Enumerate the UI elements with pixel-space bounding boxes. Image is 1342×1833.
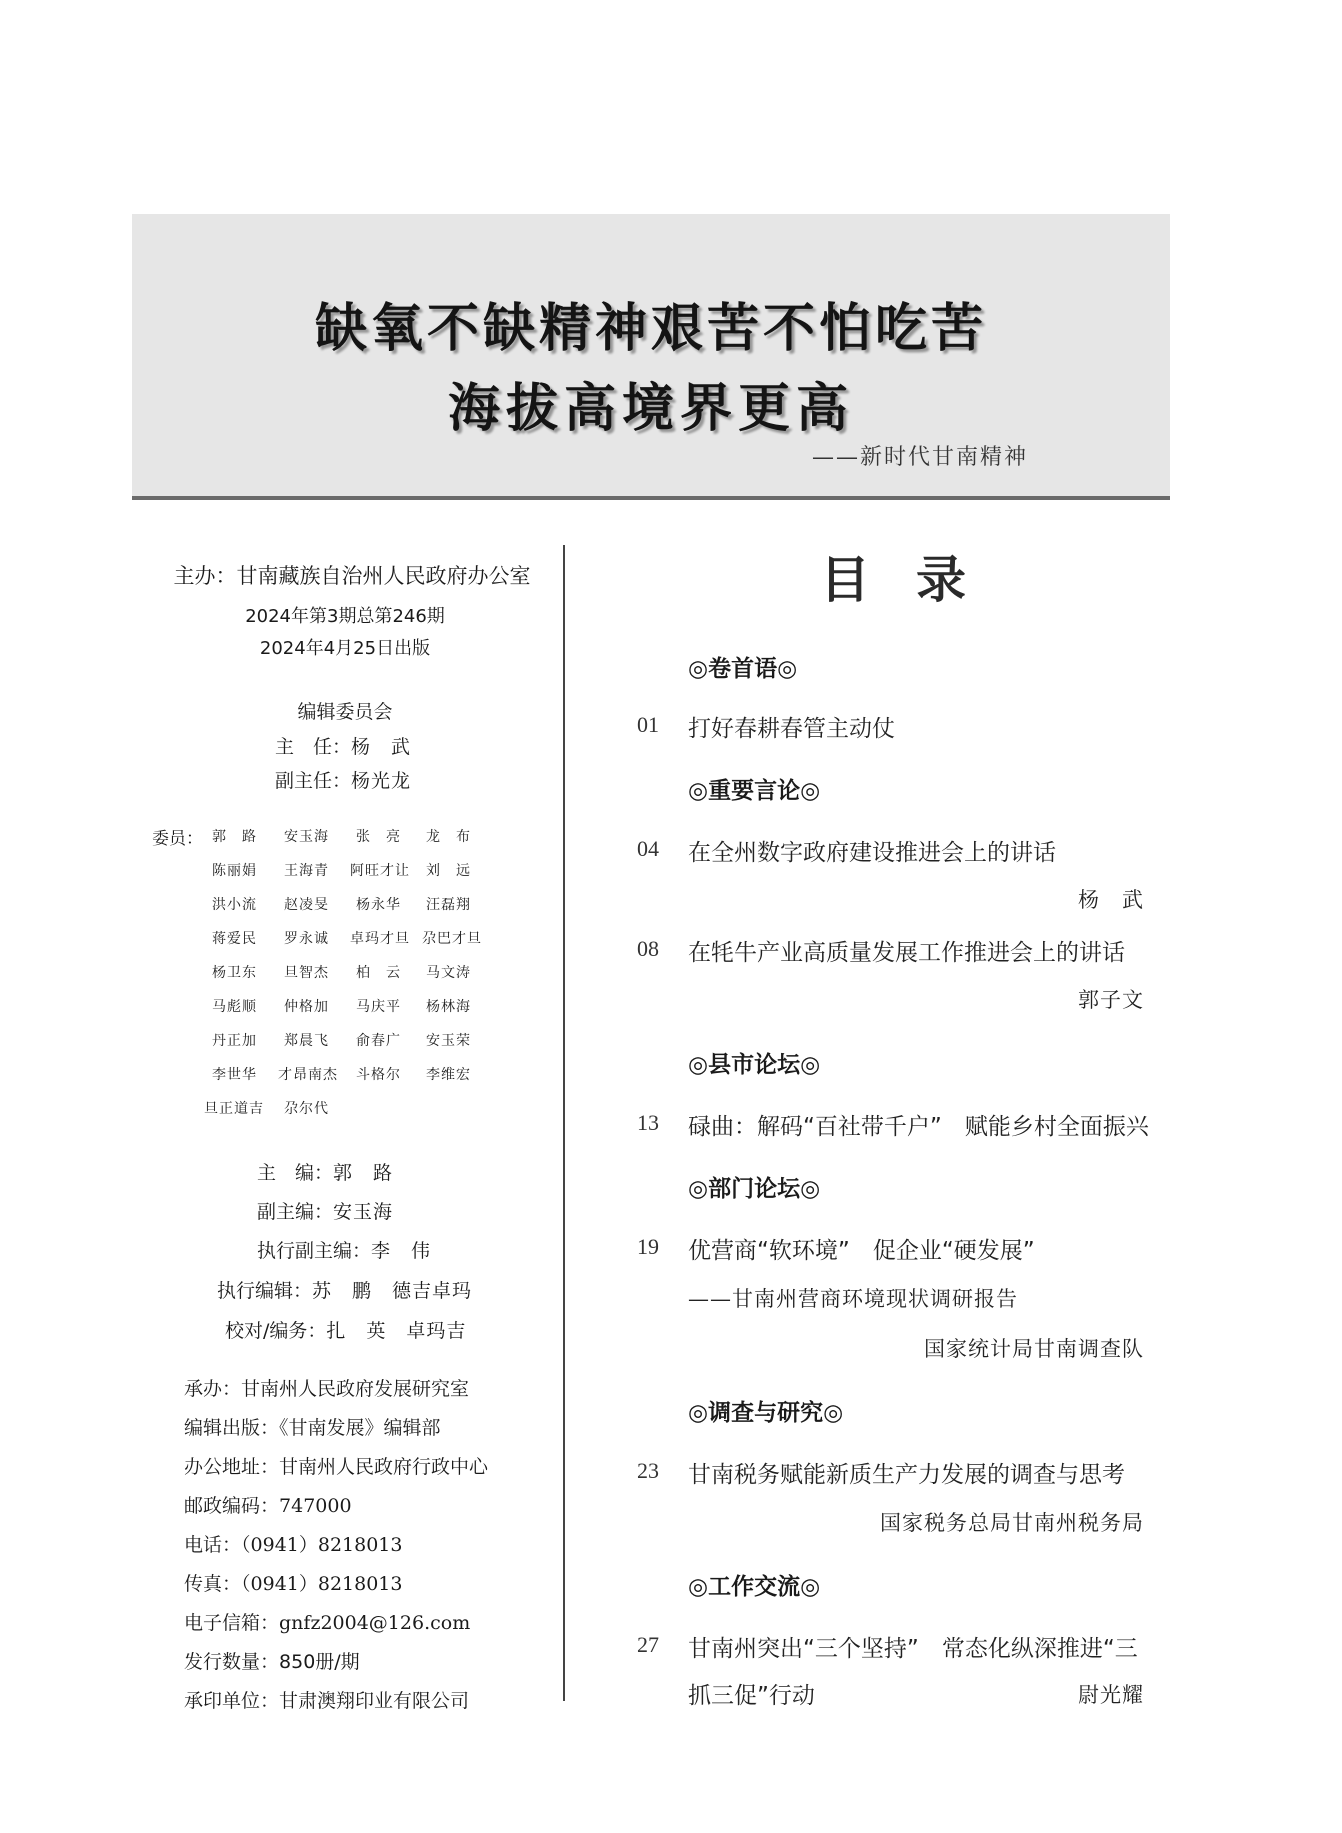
exec-editor-names: 苏 鹏 德吉卓玛 — [312, 1280, 473, 1302]
member: 柏 云 — [356, 965, 401, 981]
exec-deputy-row — [257, 1236, 431, 1263]
member: 安玉海 — [284, 829, 329, 845]
phone-row — [184, 1530, 403, 1557]
email-value[interactable]: gnfz2004@126.com — [279, 1612, 471, 1634]
toc-article-1[interactable]: 打好春耕春管主动仗 — [688, 716, 895, 742]
toc-section-5: ◎调查与研究◎ — [688, 1399, 844, 1426]
proof-label: 校对/编务： — [225, 1320, 327, 1342]
member: 洪小流 — [212, 897, 257, 913]
slogan-banner — [132, 214, 1170, 500]
members-label: 委员： — [152, 829, 203, 849]
toc-author-7: 尉光耀 — [1078, 1683, 1144, 1707]
fax-label: 传真： — [184, 1573, 242, 1595]
deputy-chief-row — [257, 1197, 393, 1224]
address-row — [184, 1452, 488, 1479]
toc-section-2: ◎重要言论◎ — [688, 777, 821, 804]
address-label: 办公地址： — [184, 1456, 280, 1478]
toc-article-7-line1[interactable]: 甘南州突出“三个坚持” 常态化纵深推进“三 — [688, 1636, 1138, 1662]
issue-line: 2024年第3期总第246期 — [245, 606, 445, 627]
member: 马文涛 — [426, 965, 471, 981]
printer-value: 甘肃澳翔印业有限公司 — [279, 1690, 470, 1712]
member: 郭 路 — [212, 829, 257, 845]
member: 李维宏 — [426, 1067, 471, 1083]
publisher-label: 编辑出版： — [184, 1417, 280, 1439]
phone-value: （0941）8218013 — [241, 1534, 403, 1556]
slogan-line-2: 海拔高境界更高 — [447, 378, 854, 439]
director-label: 主 任： — [275, 736, 352, 758]
toc-page-num: 27 — [637, 1632, 659, 1657]
member: 尕尔代 — [284, 1101, 329, 1117]
address-value: 甘南州人民政府行政中心 — [279, 1456, 489, 1478]
circulation-label: 发行数量： — [184, 1651, 280, 1673]
postcode-label: 邮政编码： — [184, 1495, 280, 1517]
member: 李世华 — [212, 1067, 257, 1083]
toc-section-3: ◎县市论坛◎ — [688, 1051, 821, 1078]
postcode-value: 747000 — [279, 1495, 352, 1517]
printer-label: 承印单位： — [184, 1690, 280, 1712]
toc-article-7-line2[interactable]: 抓三促”行动 — [688, 1683, 815, 1709]
undertaker-value: 甘南州人民政府发展研究室 — [241, 1378, 470, 1400]
member: 杨永华 — [356, 897, 401, 913]
member: 安玉荣 — [426, 1033, 471, 1049]
toc-page-num: 13 — [637, 1110, 659, 1135]
member: 汪磊翔 — [426, 897, 471, 913]
member: 陈丽娟 — [212, 863, 257, 879]
email-row — [184, 1608, 470, 1635]
proof-row — [225, 1316, 466, 1343]
member: 张 亮 — [356, 829, 401, 845]
member: 王海青 — [284, 863, 329, 879]
toc-article-4[interactable]: 碌曲：解码“百社带千户” 赋能乡村全面振兴 — [688, 1114, 1149, 1140]
deputy-chief-label: 副主编： — [257, 1201, 334, 1223]
column-divider — [563, 545, 565, 1701]
toc-page-num: 08 — [637, 936, 659, 961]
email-label: 电子信箱： — [184, 1612, 280, 1634]
member: 才昂南杰 — [278, 1067, 338, 1083]
toc-page-num: 23 — [637, 1458, 659, 1483]
proof-names: 扎 英 卓玛吉 — [326, 1320, 467, 1342]
toc-article-6[interactable]: 甘南税务赋能新质生产力发展的调查与思考 — [688, 1462, 1125, 1488]
toc-section-4: ◎部门论坛◎ — [688, 1175, 821, 1202]
undertaker-row — [184, 1374, 469, 1401]
member: 蒋爱民 — [212, 931, 257, 947]
publisher-value: 《甘南发展》编辑部 — [279, 1417, 441, 1439]
deputy-row — [275, 766, 411, 793]
member: 卓玛才旦 — [350, 931, 410, 947]
toc-page-num: 19 — [637, 1234, 659, 1259]
sponsor-line: 主办：甘南藏族自治州人民政府办公室 — [173, 564, 531, 588]
toc-page-num: 04 — [637, 836, 659, 861]
deputy-name: 杨光龙 — [351, 770, 412, 792]
director-name: 杨 武 — [351, 736, 412, 758]
member: 罗永诚 — [284, 931, 329, 947]
toc-author-5: 国家统计局甘南调查队 — [924, 1337, 1144, 1361]
director-row — [275, 732, 411, 759]
member: 马彪顺 — [212, 999, 257, 1015]
toc-article-5-subtitle: ——甘南州营商环境现状调研报告 — [688, 1287, 1018, 1311]
member: 龙 布 — [426, 829, 471, 845]
undertaker-label: 承办： — [184, 1378, 242, 1400]
toc-article-5[interactable]: 优营商“软环境” 促企业“硬发展” — [688, 1238, 1035, 1264]
member: 刘 远 — [426, 863, 471, 879]
deputy-chief-name: 安玉海 — [333, 1201, 394, 1223]
chief-editor-row — [257, 1158, 393, 1185]
fax-value: （0941）8218013 — [241, 1573, 403, 1595]
exec-deputy-label: 执行副主编： — [257, 1240, 372, 1262]
chief-editor-name: 郭 路 — [333, 1162, 394, 1184]
publish-date: 2024年4月25日出版 — [259, 638, 431, 659]
toc-article-2[interactable]: 在全州数字政府建设推进会上的讲话 — [688, 840, 1056, 866]
slogan-subtitle: ——新时代甘南精神 — [812, 445, 1029, 470]
slogan-line-1: 缺氧不缺精神艰苦不怕吃苦 — [314, 298, 987, 359]
board-title: 编辑委员会 — [297, 701, 393, 723]
publisher-row — [184, 1413, 441, 1440]
circulation-row — [184, 1647, 360, 1674]
toc-section-1: ◎卷首语◎ — [688, 655, 798, 682]
member: 旦智杰 — [284, 965, 329, 981]
toc-author-2: 杨 武 — [1078, 888, 1144, 912]
toc-author-3: 郭子文 — [1078, 988, 1144, 1012]
member: 郑晨飞 — [284, 1033, 329, 1049]
toc-author-6: 国家税务总局甘南州税务局 — [880, 1511, 1144, 1535]
toc-article-3[interactable]: 在牦牛产业高质量发展工作推进会上的讲话 — [688, 940, 1125, 966]
toc-page-num: 01 — [637, 712, 659, 737]
circulation-value: 850册/期 — [279, 1651, 360, 1673]
member: 赵凌旻 — [284, 897, 329, 913]
exec-editor-label: 执行编辑： — [217, 1280, 313, 1302]
printer-row — [184, 1686, 469, 1713]
member: 尕巴才旦 — [422, 931, 482, 947]
toc-title: 目录 — [820, 551, 1012, 609]
postcode-row — [184, 1491, 352, 1518]
fax-row — [184, 1569, 403, 1596]
member: 斗格尔 — [356, 1067, 401, 1083]
member: 杨林海 — [426, 999, 471, 1015]
phone-label: 电话： — [184, 1534, 242, 1556]
member: 阿旺才让 — [350, 863, 410, 879]
exec-deputy-name: 李 伟 — [371, 1240, 432, 1262]
deputy-label: 副主任： — [275, 770, 352, 792]
member: 丹正加 — [212, 1033, 257, 1049]
member: 旦正道吉 — [204, 1101, 264, 1117]
chief-editor-label: 主 编： — [257, 1162, 334, 1184]
member: 马庆平 — [356, 999, 401, 1015]
member: 俞春广 — [356, 1033, 401, 1049]
member: 杨卫东 — [212, 965, 257, 981]
toc-section-6: ◎工作交流◎ — [688, 1573, 821, 1600]
exec-editor-row — [217, 1276, 472, 1303]
member: 仲格加 — [284, 999, 329, 1015]
